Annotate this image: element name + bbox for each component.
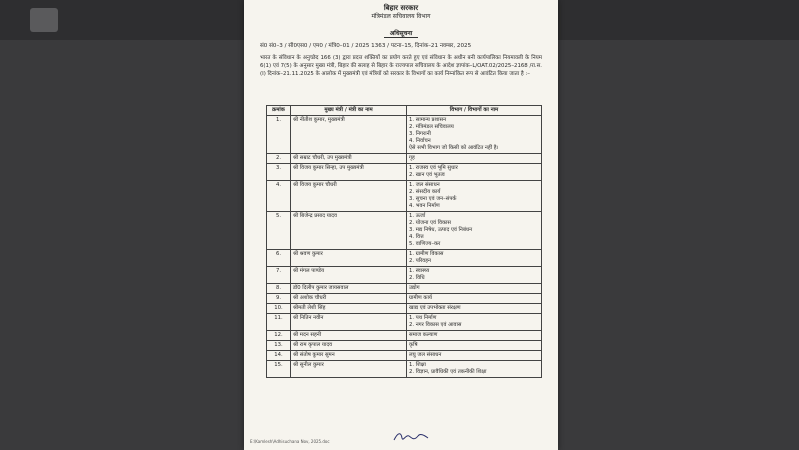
row-serial: 5. [267,211,291,249]
department-item: 2. नगर विकास एवं आवास [409,321,462,328]
allocation-table [266,105,542,378]
department-item: 5. वाणिज्य–कर [409,240,441,247]
table-row [267,163,542,180]
row-serial: 14. [267,350,291,360]
header-minister: मुख्य मंत्री / मंत्री का नाम [291,106,407,116]
header-departments: विभाग / विभागों का नाम [407,106,542,116]
row-departments [407,180,542,211]
row-minister-name: श्री मदन सहनी [291,330,407,340]
table-row [267,180,542,211]
row-departments [407,293,542,303]
department-item: 2. परिवहन [409,257,431,264]
row-minister-name: श्री श्रवण कुमार [291,249,407,266]
document-page [244,0,558,450]
row-minister-name: श्री राम कृपाल यादव [291,340,407,350]
table-row [267,313,542,330]
department-item: 3. निगरानी [409,131,431,137]
table-row [267,293,542,303]
department-header: मंत्रिमंडल सचिवालय विभाग [371,13,431,20]
department-item: 1. सामान्य प्रशासन [409,117,447,123]
row-minister-name: श्री बिजेन्द्र प्रसाद यादव [291,211,407,249]
row-departments [407,330,542,340]
table-row [267,360,542,377]
department-item: 4. वित्त [409,233,424,240]
row-serial: 3. [267,163,291,180]
row-minister-name: श्रीमती लेशी सिंह [291,303,407,313]
department-item: 1. स्वास्थ्य [409,267,430,274]
department-item: 2. खान एवं भूतत्व [409,171,445,178]
department-item: 2. योजना एवं विकास [409,219,452,226]
row-departments [407,313,542,330]
viewer-logo-icon [30,8,58,32]
table-row [267,303,542,313]
row-minister-name: डॉ0 दिलीप कुमार जायसवाल [291,283,407,293]
department-item: 1. पथ निर्माण [409,314,437,321]
row-serial: 12. [267,330,291,340]
department-item: उद्योग [409,284,420,291]
row-departments [407,211,542,249]
department-item: 2. संसदीय कार्य [409,188,441,195]
row-serial: 4. [267,180,291,211]
row-minister-name: श्री सम्राट चौधरी, उप मुख्यमंत्री [291,153,407,163]
department-item: 3. मद्य निषेध, उत्पाद एवं निबंधन [409,226,473,233]
table-row [267,340,542,350]
department-item: 4. निर्वाचन [409,138,431,144]
row-minister-name: श्री विजय कुमार चौधरी [291,180,407,211]
table-row [267,116,542,154]
signature-mark [392,430,432,444]
row-serial: 10. [267,303,291,313]
department-item: खाद्य एवं उपभोक्ता संरक्षण [409,304,461,311]
department-item: 1. जल संसाधन [409,181,440,188]
row-departments [407,283,542,293]
department-item: 3. सूचना एवं जन–संपर्क [409,195,457,202]
department-item: 2. मंत्रिमंडल सचिवालय [409,124,454,130]
department-item: 2. विधि [409,274,425,281]
department-item: 1. राजस्व एवं भूमि सुधार [409,164,458,171]
row-serial: 1. [267,116,291,154]
row-minister-name: श्री नितिन नवीन [291,313,407,330]
department-item: 1. शिक्षा [409,361,426,368]
row-minister-name: श्री मंगल पाण्डेय [291,266,407,283]
table-row [267,153,542,163]
department-note: ऐसे सभी विभाग जो किसी को आवंटित नहीं है। [409,145,499,151]
header-serial: क्रमांक [267,106,291,116]
row-departments [407,153,542,163]
row-serial: 13. [267,340,291,350]
preamble-paragraph: भारत के संविधान के अनुच्छेद 166 (3) द्वारा प्रदत्त शक्तियों का प्रयोग करते हुए एवं संविधान के अधीन बनी कार्यपालिका नियमावली के नियम 6(1) एवं 7(5) के अनुसार मुख्य मंत्री, बिहार की सलाह से बिहार के राज्यपाल सचिवालय के आदेश ज्ञापांक–L/OAT.02/2025–2168 /रा.स.(I) दिनांक–21.11.2025 के आलोक में मुख्यमंत्री एवं मंत्रियों को सरकार के विभागों का कार्य निम्नांकित रूप से आवंटित किया जाता है :– [260,55,542,77]
row-departments [407,360,542,377]
row-minister-name: श्री सुनील कुमार [291,360,407,377]
row-minister-name: श्री अशोक चौधरी [291,293,407,303]
row-minister-name: श्री संतोष कुमार सुमन [291,350,407,360]
footer-file-path: E:\Kamlesh\Adhisuchana Nov, 2025.doc [250,439,330,445]
department-item: 4. भवन निर्माण [409,202,440,209]
department-item: 2. विज्ञान, प्रावैधिकी एवं तकनीकी शिक्षा [409,368,487,375]
row-departments [407,266,542,283]
govt-header: बिहार सरकार [383,4,419,12]
table-header-row [267,106,542,116]
row-departments [407,350,542,360]
table-row [267,249,542,266]
row-departments [407,163,542,180]
row-serial: 7. [267,266,291,283]
row-serial: 2. [267,153,291,163]
row-serial: 6. [267,249,291,266]
department-item: कृषि [409,341,418,348]
table-row [267,330,542,340]
row-departments [407,340,542,350]
reference-line: सं0 सं0–3 / सी0एस0 / एम0 / मंत्रि0–01 / 2025 1363 / पटना–15, दिनांक–21 नवम्बर, 2025 [260,43,472,49]
notification-title: अधिसूचना [244,30,558,37]
table-row [267,211,542,249]
row-serial: 15. [267,360,291,377]
department-item: ग्रामीण कार्य [409,294,432,301]
department-item: लघु जल संसाधन [409,351,442,358]
department-item: गृह [409,154,415,161]
department-item: समाज कल्याण [409,331,438,338]
row-departments [407,249,542,266]
row-serial: 9. [267,293,291,303]
table-row [267,266,542,283]
table-row [267,283,542,293]
row-serial: 8. [267,283,291,293]
row-minister-name: श्री नीतीश कुमार, मुख्यमंत्री [291,116,407,154]
department-item: 1. ऊर्जा [409,212,426,219]
row-minister-name: श्री विजय कुमार सिन्हा, उप मुख्यमंत्री [291,163,407,180]
department-item: 1. ग्रामीण विकास [409,250,444,257]
row-serial: 11. [267,313,291,330]
table-row [267,350,542,360]
row-departments [407,303,542,313]
row-departments [407,116,542,154]
